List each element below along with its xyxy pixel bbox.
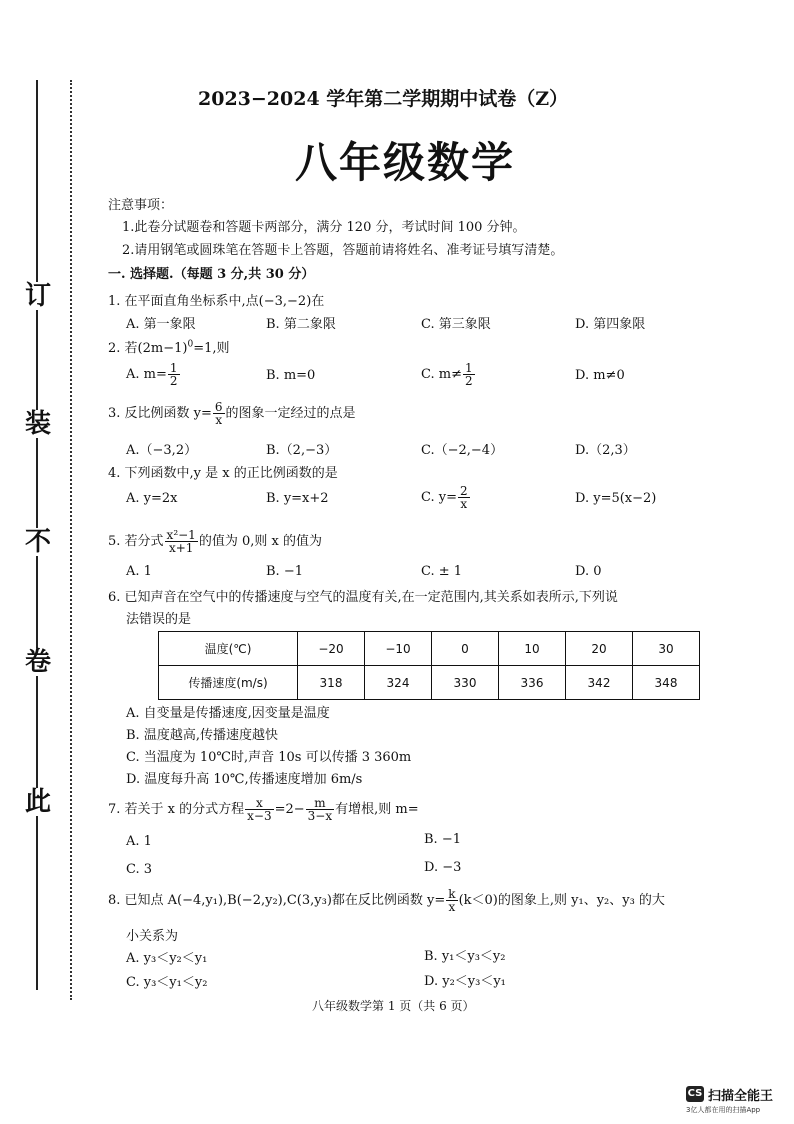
- q5-option-a: A. 1: [126, 564, 152, 579]
- table-cell: 318: [298, 666, 365, 700]
- table-cell: 20: [566, 632, 633, 666]
- watermark-tagline: 3亿人都在用的扫描App: [686, 1106, 761, 1114]
- table-cell: 348: [633, 666, 700, 700]
- table-header-cell: 温度(℃): [159, 632, 298, 666]
- q7-option-a: A. 1: [126, 834, 152, 849]
- q4-option-a: A. y=2x: [126, 491, 178, 506]
- question-8-stem-line2: 小关系为: [126, 929, 179, 944]
- q2-option-c: [421, 362, 476, 387]
- q3-option-a: A.（−3,2）: [126, 443, 198, 458]
- q6-option-b: B. 温度越高,传播速度越快: [126, 728, 278, 743]
- q5-option-d: D. 0: [575, 564, 602, 579]
- q8-stem-part: (k＜0)的图象上,则 y₁、y₂、y₃ 的大: [458, 893, 665, 908]
- fraction-numerator: x: [245, 797, 273, 810]
- q8-option-a: A. y₃＜y₂＜y₁: [126, 951, 208, 966]
- q7-stem-part: =2−: [274, 802, 305, 817]
- fraction: [165, 529, 198, 554]
- temperature-speed-table: [158, 631, 700, 700]
- fraction-numerator: 6: [214, 400, 223, 414]
- fraction: [213, 401, 225, 426]
- q6-option-c: C. 当温度为 10℃时,声音 10s 可以传播 3 360m: [126, 750, 412, 765]
- binding-char: 卷: [24, 647, 51, 677]
- table-header-cell: 传播速度(m/s): [159, 666, 298, 700]
- q1-option-c: C. 第三象限: [421, 317, 491, 332]
- question-5-stem: [108, 529, 322, 554]
- binding-dotted-line: [70, 80, 72, 1000]
- q2-stem-part: 2. 若(2m−1): [108, 341, 188, 356]
- q3-stem-part: 3. 反比例函数 y=: [108, 406, 212, 421]
- camscanner-logo-icon: CS: [686, 1086, 704, 1102]
- fraction-numerator: m: [306, 797, 334, 810]
- fraction-denominator: x+1: [168, 541, 194, 555]
- q4-option-c: [421, 485, 471, 510]
- note-item: 1.此卷分试题卷和答题卡两部分，满分 120 分，考试时间 100 分钟。: [122, 220, 526, 235]
- q3-option-d: D.（2,3）: [575, 443, 636, 458]
- q6-option-a: A. 自变量是传播速度,因变量是温度: [126, 706, 330, 721]
- fraction-denominator: x: [460, 497, 468, 511]
- q5-option-b: B. −1: [266, 564, 303, 579]
- notes-heading: 注意事项：: [108, 198, 174, 213]
- question-6-stem-line1: 6. 已知声音在空气中的传播速度与空气的温度有关,在一定范围内,其关系如表所示,下列说: [108, 590, 618, 605]
- q7-option-c: C. 3: [126, 862, 153, 877]
- q7-stem-part: 7. 若关于 x 的分式方程: [108, 802, 245, 817]
- q2-option-b: B. m=0: [266, 368, 316, 383]
- table-cell: 342: [566, 666, 633, 700]
- q1-option-b: B. 第二象限: [266, 317, 336, 332]
- table-cell: 30: [633, 632, 700, 666]
- exam-title: 2023−2024 学年第二学期期中试卷（Z）: [198, 88, 569, 110]
- question-3-stem: [108, 401, 356, 426]
- q2-option-a-text: A. m=: [126, 367, 167, 382]
- q5-stem-part: 5. 若分式: [108, 534, 164, 549]
- q3-stem-part: 的图象一定经过的点是: [225, 406, 356, 421]
- q8-stem-part: 8. 已知点 A(−4,y₁),B(−2,y₂),C(3,y₃)都在反比例函数 y=: [108, 893, 446, 908]
- table-cell: 324: [365, 666, 432, 700]
- binding-char: 此: [24, 787, 51, 817]
- q7-stem-part: 有增根,则 m=: [335, 802, 419, 817]
- fraction: [245, 797, 273, 822]
- table-row: [159, 632, 700, 666]
- q3-option-c: C.（−2,−4）: [421, 443, 504, 458]
- q2-stem-part: =1,则: [193, 341, 230, 356]
- q5-option-c: C. ± 1: [421, 564, 463, 579]
- table-cell: −10: [365, 632, 432, 666]
- q1-option-a: A. 第一象限: [126, 317, 196, 332]
- question-1-stem: 1. 在平面直角坐标系中,点(−3,−2)在: [108, 294, 325, 309]
- fraction: [458, 485, 470, 510]
- fraction-numerator: x²−1: [166, 528, 196, 542]
- q8-option-b: B. y₁＜y₃＜y₂: [424, 949, 506, 964]
- question-4-stem: 4. 下列函数中,y 是 x 的正比例函数的是: [108, 466, 338, 481]
- fraction-denominator: 2: [169, 374, 178, 388]
- fraction: [168, 362, 180, 387]
- fraction-numerator: 2: [460, 484, 468, 498]
- question-2-stem: [108, 337, 229, 356]
- table-cell: 336: [499, 666, 566, 700]
- fraction-denominator: x: [215, 413, 223, 427]
- q6-option-d: D. 温度每升高 10℃,传播速度增加 6m/s: [126, 772, 363, 787]
- fraction-denominator: x−3: [247, 809, 272, 823]
- q2-option-a: [126, 362, 181, 387]
- q4-option-c-text: C. y=: [421, 490, 457, 505]
- binding-char: 订: [24, 281, 51, 311]
- q4-option-d: D. y=5(x−2): [575, 491, 657, 506]
- fraction: [306, 797, 334, 822]
- fraction: [446, 888, 457, 913]
- binding-char: 装: [24, 409, 51, 439]
- q2-exponent: 0: [187, 339, 194, 350]
- section-title: 一. 选择题.（每题 3 分,共 30 分）: [108, 267, 315, 282]
- question-6-stem-line2: 法错误的是: [126, 612, 192, 627]
- watermark-brand: 扫描全能王: [708, 1089, 774, 1104]
- fraction-denominator: x: [448, 900, 456, 914]
- q7-option-b: B. −1: [424, 832, 461, 847]
- q3-option-b: B.（2,−3）: [266, 443, 338, 458]
- q5-stem-part: 的值为 0,则 x 的值为: [198, 534, 322, 549]
- q7-option-d: D. −3: [424, 860, 462, 875]
- question-7-stem: [108, 797, 419, 822]
- q1-option-d: D. 第四象限: [575, 317, 646, 332]
- fraction-denominator: 3−x: [307, 809, 333, 823]
- question-8-stem: [108, 888, 665, 913]
- fraction: [463, 362, 475, 387]
- note-item: 2.请用钢笔或圆珠笔在答题卡上答题，答题前请将姓名、准考证号填写清楚。: [122, 243, 564, 258]
- q2-option-c-text: C. m≠: [421, 367, 462, 382]
- q4-option-b: B. y=x+2: [266, 491, 329, 506]
- table-cell: 0: [432, 632, 499, 666]
- table-row: [159, 666, 700, 700]
- page-footer: 八年级数学第 1 页（共 6 页）: [312, 999, 475, 1013]
- fraction-denominator: 2: [464, 374, 473, 388]
- table-cell: 10: [499, 632, 566, 666]
- subject-title: 八年级数学: [295, 138, 516, 187]
- binding-char: 不: [24, 527, 51, 557]
- fraction-numerator: k: [448, 887, 456, 901]
- q2-option-d: D. m≠0: [575, 368, 625, 383]
- table-cell: −20: [298, 632, 365, 666]
- q8-option-d: D. y₂＜y₃＜y₁: [424, 974, 506, 989]
- fraction-numerator: 1: [169, 361, 178, 375]
- table-cell: 330: [432, 666, 499, 700]
- fraction-numerator: 1: [464, 361, 473, 375]
- q8-option-c: C. y₃＜y₁＜y₂: [126, 975, 208, 990]
